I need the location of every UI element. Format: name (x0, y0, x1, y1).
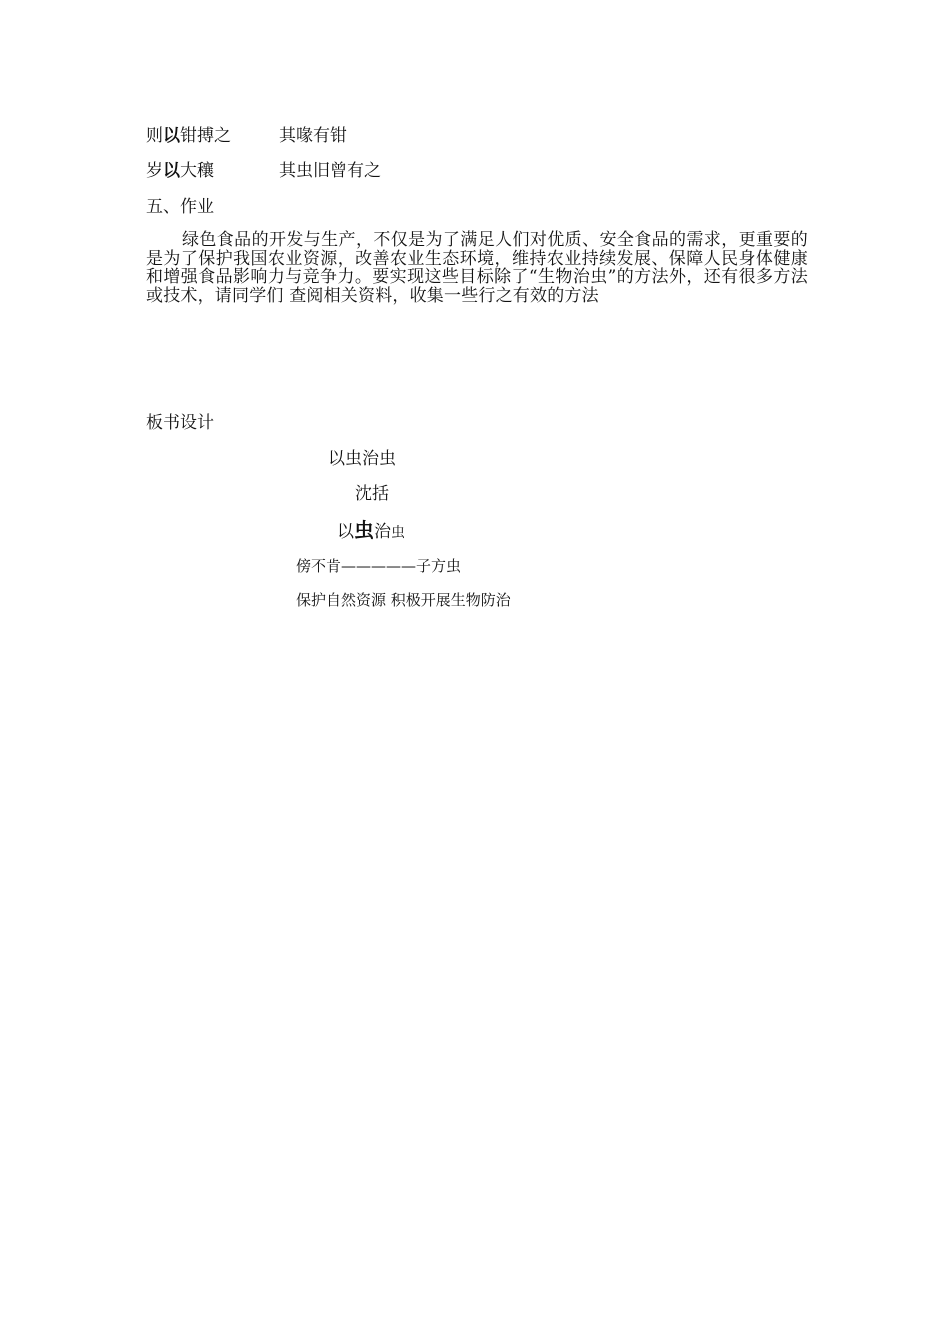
quote-1-emphasis: 以 (163, 126, 180, 146)
formula-mid: 治 (374, 522, 391, 542)
quote-line-2 (146, 161, 214, 181)
board-line-2: 保护自然资源 积极开展生物防治 (296, 591, 511, 609)
formula-post: 虫 (391, 525, 405, 541)
quote-2-pre: 岁 (146, 161, 163, 181)
quote-1-pre: 则 (146, 126, 163, 146)
board-title: 以虫治虫 (328, 449, 396, 469)
quote-1-annotation: 其喙有钳 (279, 126, 347, 146)
quote-2-emphasis: 以 (163, 161, 180, 181)
board-line-1: 傍不肯—————子方虫 (296, 557, 462, 575)
formula-pre: 以 (337, 522, 354, 542)
quote-2-post: 大穰 (180, 161, 214, 181)
board-heading: 板书设计 (146, 413, 214, 433)
homework-paragraph: 绿色食品的开发与生产，不仅是为了满足人们对优质、安全食品的需求，更重要的是为了保护我国农业资源，改善农业生态环境，维持农业持续发展、保障人民身体健康和增强食品影响力与竞争力。要实现这些目标除了“生物治虫”的方法外，还有很多方法或技术，请同学们 查阅相关资料，收集一些行之有效的方法 (146, 230, 808, 306)
quote-1-post: 钳搏之 (180, 126, 231, 146)
board-author: 沈括 (355, 484, 389, 504)
homework-heading: 五、作业 (146, 197, 214, 217)
board-formula (337, 520, 405, 543)
quote-line-1 (146, 126, 231, 146)
formula-emphasis: 虫 (354, 518, 374, 542)
quote-2-annotation: 其虫旧曾有之 (279, 161, 381, 181)
